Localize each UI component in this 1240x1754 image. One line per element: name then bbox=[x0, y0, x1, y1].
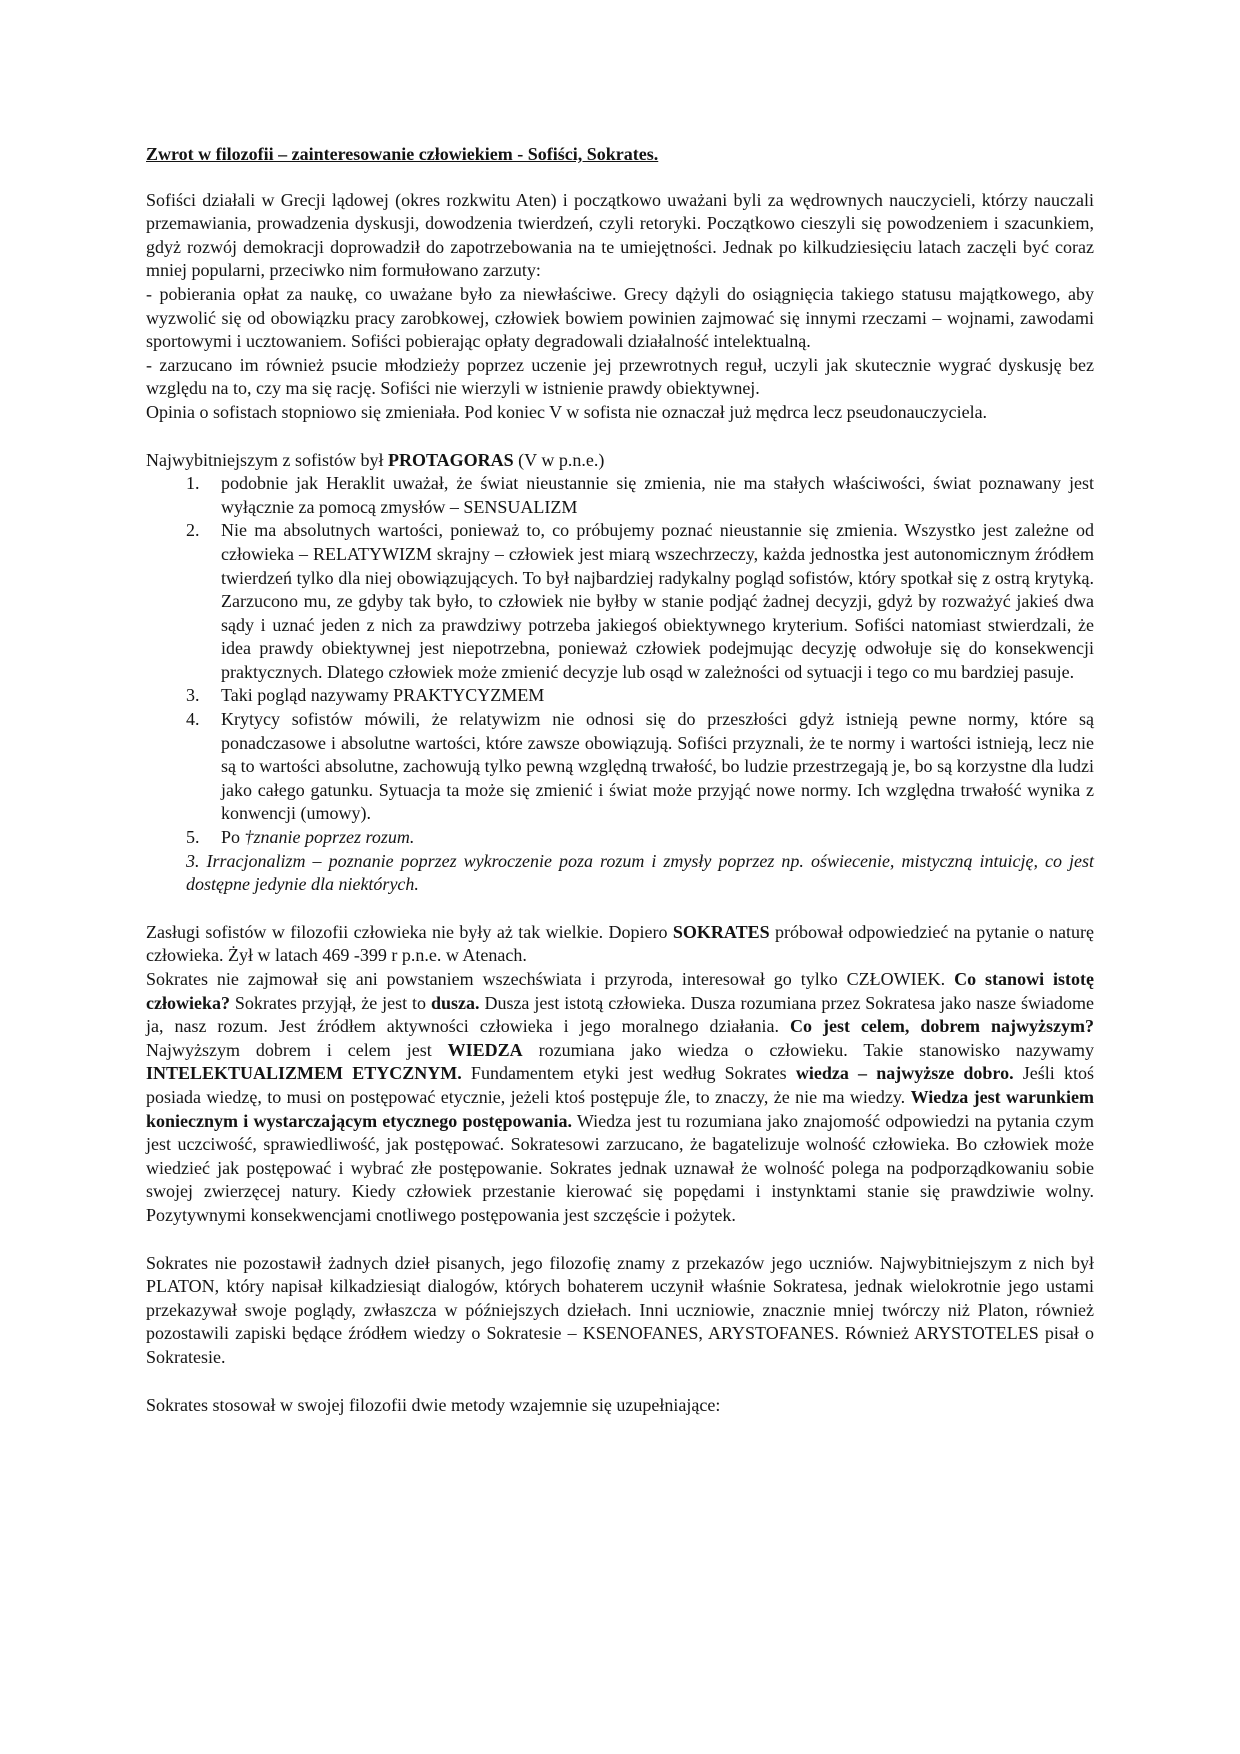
socrates-ethics-paragraph: Sokrates nie zajmował się ani powstaniem wszechświata i przyroda, interesował go tylko CZŁOWIEK. Co stanowi istotę człowieka? Sokrates przyjął, że jest to dusza. Dusza jest istotą człowieka. Dusza rozumiana przez Sokratesa jako nasze świadome ja, nasz rozum. Jest źródłem aktywności człowieka i jego moralnego działania. Co jest celem, dobrem najwyższym? Najwyższym dobrem i celem jest WIEDZA rozumiana jako wiedza o człowieku. Takie stanowisko nazywamy INTELEKTUALIZMEM ETYCZNYM. Fundamentem etyki jest według Sokrates wiedza – najwyższe dobro. Jeśli ktoś posiada wiedzę, to musi on postępować etycznie, jeżeli ktoś postępuje źle, to znaczy, że nie ma wiedzy. Wiedza jest warunkiem koniecznym i wystarczającym etycznego postępowania. Wiedza jest tu rozumiana jako znajomość odpowiedzi na pytania czym jest uczciwość, sprawiedliwość, jak postępować. Sokratesowi zarzucano, że bagatelizuje wolność człowieka. Bo człowiek może wiedzieć jak postępować i wybrać złe postępowanie. Sokrates jednak uznawał że wolność polega na podporządkowaniu sobie swojej zwierzęcej natury. Kiedy człowiek przestanie kierować się popędami i instynktami stanie się prawdziwie wolny. Pozytywnymi konsekwencjami cnotliwego postępowania jest szczęście i pożytek. bbox=[146, 969, 1094, 1225]
charge-fees-paragraph: - pobierania opłat za naukę, co uważane było za niewłaściwe. Grecy dążyli do osiągnięcia takiego statusu majątkowego, aby wyzwolić się od obowiązku pracy zarobkowej, człowiek bowiem powinien zajmować się innymi rzeczami – wojnami, zawodami sportowymi i ucztowaniem. Sofiści pobierając opłaty degradowali działalność intelektualną. bbox=[146, 283, 1094, 352]
protagoras-lead: Najwybitniejszym z sofistów był PROTAGORAS (V w p.n.e.) bbox=[146, 449, 605, 470]
spacer bbox=[146, 1228, 1094, 1252]
socrates-methods-paragraph: Sokrates stosował w swojej filozofii dwie metody wzajemnie się uzupełniające: bbox=[146, 1394, 721, 1415]
list-item: 3. Taki pogląd nazywamy PRAKTYCYZMEM bbox=[186, 685, 545, 706]
socrates-intro-paragraph: Zasługi sofistów w filozofii człowieka nie były aż tak wielkie. Dopiero SOKRATES próbował odpowiedzieć na pytanie o naturę człowieka. Żył w latach 469 -399 r p.n.e. w Atenach. bbox=[146, 921, 1094, 966]
protagoras-name: PROTAGORAS bbox=[387, 449, 514, 470]
spacer bbox=[146, 1370, 1094, 1394]
protagoras-list bbox=[146, 472, 1094, 850]
spacer bbox=[146, 425, 1094, 449]
list-item: 1. podobnie jak Heraklit uważał, że świat nieustannie się zmienia, nie ma stałych właściwości, świat poznawany jest wyłącznie za pomocą zmysłów – SENSUALIZM bbox=[186, 473, 1094, 517]
document-title: Zwrot w filozofii – zainteresowanie człowiekiem - Sofiści, Sokrates. bbox=[146, 144, 659, 164]
document-page bbox=[146, 143, 1094, 1417]
irrationalism-item: 3. Irracjonalizm – poznanie poprzez wykroczenie poza rozum i zmysły poprzez np. oświecenie, mistyczną intuicję, co jest dostępne jedynie dla niektórych. bbox=[186, 850, 1094, 895]
charge-corruption-paragraph: - zarzucano im również psucie młodzieży poprzez uczenie jej przewrotnych reguł, uczyli jak skutecznie wygrać dyskusję bez względu na to, czy ma się rację. Sofiści nie wierzyli w istnienie prawdy obiektywnej. bbox=[146, 354, 1094, 399]
list-item: 2. Nie ma absolutnych wartości, ponieważ to, co próbujemy poznać nieustannie się zmienia. Wszystko jest zależne od człowieka – RELATYWIZM skrajny – człowiek jest miarą wszechrzeczy, każda jednostka jest autonomicznym źródłem twierdzeń tylko dla niej obowiązujących. To był najbardziej radykalny pogląd sofistów, który spotkał się z ostrą krytyką. Zarzucono mu, ze gdyby tak było, to człowiek nie byłby w stanie podjąć żadnej decyzji, gdyż by rozważyć jakieś dwa sądy i uznać jeden z nich za prawdziwy potrzeba jakiegoś obiektywnego kryterium. Sofiści natomiast stwierdzali, że idea prawdy obiektywnej jest niepotrzebna, ponieważ człowiek podejmując decyzję odwołuje się do konsekwencji praktycznych. Dlatego człowiek może zmienić decyzje lub osąd w zależności od sytuacji i tego co mu bardziej pasuje. bbox=[186, 520, 1094, 682]
list-item: 5. Po †znanie poprzez rozum. bbox=[186, 827, 415, 848]
spacer bbox=[146, 897, 1094, 921]
sophists-intro-paragraph: Sofiści działali w Grecji lądowej (okres rozkwitu Aten) i początkowo uważani byli za wędrownych nauczycieli, którzy nauczali przemawiania, prowadzenia dyskusji, dowodzenia twierdzeń, czyli retoryki. Początkowo cieszyli się powodzeniem i szacunkiem, gdyż rozwój demokracji doprowadził do zapotrzebowania na te umiejętności. Jednak po kilkudziesięciu latach zaczęli być coraz mniej popularni, przeciwko nim formułowano zarzuty: bbox=[146, 189, 1094, 281]
opinion-paragraph: Opinia o sofistach stopniowo się zmieniała. Pod koniec V w sofista nie oznaczał już mędrca lecz pseudonauczyciela. bbox=[146, 401, 988, 422]
socrates-students-paragraph: Sokrates nie pozostawił żadnych dzieł pisanych, jego filozofię znamy z przekazów jego uczniów. Najwybitniejszym z nich był PLATON, który napisał kilkadziesiąt dialogów, których bohaterem uczynił właśnie Sokratesa, jednak wielokrotnie jego ustami przekazywał swoje poglądy, zwłaszcza w późniejszych dziełach. Inni uczniowie, znacznie mniej twórczy niż Platon, również pozostawili zapiski będące źródłem wiedzy o Sokratesie – KSENOFANES, ARYSTOFANES. Również ARYSTOTELES pisał o Sokratesie. bbox=[146, 1252, 1094, 1367]
list-item: 4. Krytycy sofistów mówili, że relatywizm nie odnosi się do przeszłości gdyż istnieją pewne normy, które są ponadczasowe i absolutne wartości, które zawsze obowiązują. Sofiści przyznali, że te normy i wartości istnieją, lecz nie są to wartości absolutne, zachowują tylko pewną względną trwałość, bo ludzie przestrzegają je, bo są korzystne dla ludzi jako całego gatunku. Sytuacja ta może się zmienić i świat może przyjąć nowe normy. Ich względna trwałość wynika z konwencji (umowy). bbox=[186, 709, 1094, 824]
